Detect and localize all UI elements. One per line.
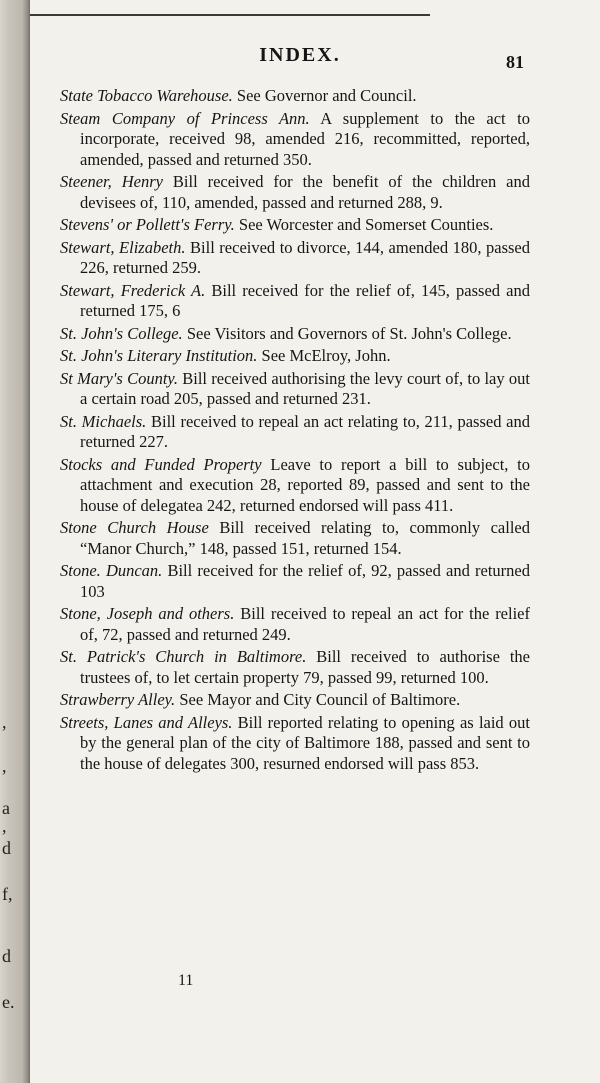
- entry-text: Bill reported relating to opening as laid out by the general plan of the city of Baltimore 188, passed and sent to the house of delegates 300, resurned endorsed will pass 853.: [80, 712, 530, 773]
- entry-text: Bill received for the relief of, 92, passed and returned 103: [80, 561, 530, 601]
- index-entry: [60, 518, 530, 559]
- margin-fragment: ,: [2, 756, 7, 776]
- margin-fragment: d: [2, 838, 11, 858]
- entry-text: See McElroy, John.: [257, 346, 391, 365]
- page-number: 81: [506, 52, 524, 72]
- entry-text: See Governor and Council.: [232, 86, 417, 105]
- top-rule: [30, 14, 430, 16]
- index-entry: [60, 713, 530, 775]
- entry-heading: St. John's College.: [60, 323, 183, 343]
- page-title: INDEX.: [259, 44, 341, 66]
- entry-heading: Strawberry Alley.: [60, 690, 176, 709]
- entry-text: Bill received relating to, commonly called “Manor Church,” 148, passed 151, returned 154.: [80, 518, 530, 558]
- entry-heading: St. Michaels.: [60, 411, 147, 431]
- index-entry: [60, 604, 530, 645]
- index-entry: [60, 455, 530, 517]
- entry-heading: Stewart, Elizabeth.: [60, 237, 186, 257]
- entry-text: See Visitors and Governors of St. John's College.: [182, 323, 512, 343]
- entry-text: Leave to report a bill to subject, to attachment and execution 28, reported 89, passed and sent to the house of delegatea 242, returned endorsed will pass 411.: [80, 454, 530, 515]
- book-gutter: [0, 0, 30, 1083]
- margin-fragment: e.: [2, 992, 15, 1012]
- index-entry: [60, 561, 530, 602]
- entry-heading: St. Patrick's Church in Baltimore.: [60, 647, 307, 666]
- entry-heading: Streets, Lanes and Alleys.: [60, 712, 233, 732]
- entry-text: Bill received for the relief of, 145, passed and returned 175, 6: [80, 280, 530, 320]
- index-entry: [60, 215, 530, 236]
- entry-heading: Stevens' or Pollett's Ferry.: [60, 215, 235, 234]
- entry-heading: Stocks and Funded Property: [60, 454, 262, 474]
- index-entry: [60, 690, 530, 711]
- index-entry: [60, 172, 530, 213]
- entry-text: Bill received for the benefit of the children and devisees of, 110, amended, passed and returned 288, 9.: [80, 172, 531, 212]
- entry-heading: St Mary's County.: [60, 368, 178, 388]
- entry-text: A supplement to the act to incorporate, received 98, amended 216, recommitted, reported, amended, passed and returned 350.: [80, 108, 530, 169]
- signature-mark: 11: [178, 972, 194, 989]
- index-entry: [60, 109, 530, 171]
- index-entry: [60, 86, 530, 107]
- index-entry: [60, 281, 530, 322]
- index-entry: [60, 346, 530, 367]
- index-entry: [60, 412, 530, 453]
- margin-fragment: a: [2, 798, 10, 818]
- entry-text: Bill received to repeal an act for the relief of, 72, passed and returned 249.: [80, 604, 530, 644]
- entry-heading: Stone. Duncan.: [60, 561, 163, 580]
- entry-heading: Steener, Henry: [60, 172, 163, 191]
- entry-heading: Stewart, Frederick A.: [60, 280, 206, 300]
- margin-fragment: f,: [2, 884, 13, 904]
- index-entry: [60, 647, 530, 688]
- entry-text: Bill received authorising the levy court of, to lay out a certain road 205, passed and returned 231.: [80, 368, 530, 408]
- entry-heading: Stone Church House: [60, 518, 209, 537]
- entry-text: See Worcester and Somerset Counties.: [234, 215, 494, 234]
- entry-text: Bill received to repeal an act relating to, 211, passed and returned 227.: [80, 411, 530, 451]
- entry-heading: St. John's Literary Institution.: [60, 346, 258, 365]
- margin-fragment: d: [2, 946, 11, 966]
- entry-heading: Steam Company of Princess Ann.: [60, 108, 310, 128]
- index-entry: [60, 324, 530, 345]
- entry-text: See Mayor and City Council of Baltimore.: [175, 690, 461, 709]
- margin-fragment: ,: [2, 712, 7, 732]
- entry-heading: State Tobacco Warehouse.: [60, 86, 233, 105]
- index-entries: [60, 86, 530, 776]
- entry-text: Bill received to authorise the trustees of, to let certain property 79, passed 99, returned 100.: [80, 647, 530, 687]
- margin-fragment: ,: [2, 816, 7, 836]
- index-entry: [60, 238, 530, 279]
- entry-text: Bill received to divorce, 144, amended 180, passed 226, returned 259.: [80, 237, 530, 277]
- index-entry: [60, 369, 530, 410]
- entry-heading: Stone, Joseph and others.: [60, 604, 235, 623]
